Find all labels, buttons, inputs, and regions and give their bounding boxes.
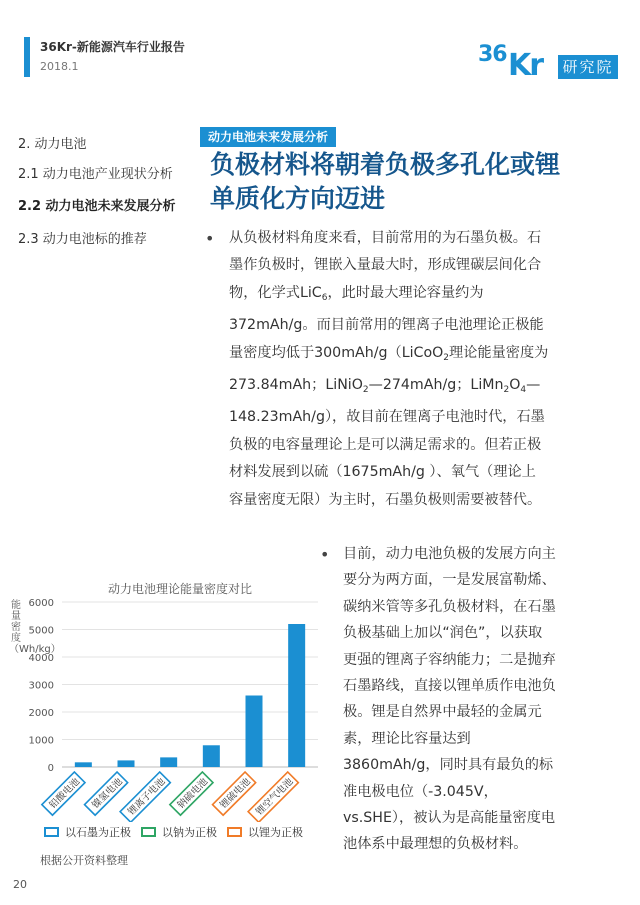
y-tick-label: 2000 xyxy=(28,708,54,719)
section-tag: 动力电池未来发展分析 xyxy=(200,127,336,147)
para2-line: 碳纳米管等多孔负极材料，在石墨 xyxy=(343,598,556,615)
y-tick-label: 5000 xyxy=(28,625,54,637)
legend-swatch xyxy=(44,827,59,837)
para2-line: 要分为两方面，一是发展富勒烯、 xyxy=(343,572,556,589)
para1-line: 372mAh/g。而目前常用的锂离子电池理论正极能 xyxy=(229,317,544,334)
legend-swatch xyxy=(227,827,242,837)
energy-density-bar-chart xyxy=(0,590,330,822)
y-tick-label: 6000 xyxy=(28,598,54,609)
bullet-2: • xyxy=(320,545,330,564)
bar xyxy=(160,757,177,767)
sidebar-item-recommendations[interactable]: 2.3 动力电池标的推荐 xyxy=(18,232,147,247)
category-label-text: 镍氢电池 xyxy=(90,776,125,811)
y-tick-label: 3000 xyxy=(28,680,54,692)
page-headline xyxy=(210,148,610,216)
y-tick-label: 1000 xyxy=(28,735,54,747)
page-number: 20 xyxy=(13,878,27,891)
report-date: 2018.1 xyxy=(40,60,79,73)
bar xyxy=(246,696,263,768)
para1-line: 物，化学式LiC$_6$，此时最大理论容量约为 xyxy=(229,284,484,303)
bar xyxy=(118,760,135,767)
para1-line: 273.84mAh；LiNiO$_2$—274mAh/g；$LiMn_2O_4—$ xyxy=(229,377,541,396)
category-label xyxy=(170,772,213,815)
para1-line: 材料发展到以硫（1675mAh/g ）、氧气（理论上 xyxy=(229,464,536,481)
para1-line: 容量密度无限）为主时，石墨负极则需要被替代。 xyxy=(229,491,542,508)
headline-line-1: 负极材料将朝着负极多孔化或锂 xyxy=(210,150,561,179)
bar xyxy=(288,624,305,767)
chart-source-note: 根据公开资料整理 xyxy=(40,854,128,867)
legend-label: 以石墨为正极 xyxy=(65,826,131,839)
para2-line: 准电极电位（-3.045V， xyxy=(343,783,498,800)
category-label xyxy=(42,772,85,815)
sidebar-item-future-development[interactable]: 2.2 动力电池未来发展分析 xyxy=(18,199,176,214)
chart-y-axis-label: 能量密度（Wh/kg） xyxy=(9,600,61,655)
para2-line: 极。锂是自然界中最轻的金属元 xyxy=(343,704,542,721)
sidebar-item-power-battery[interactable]: 2. 动力电池 xyxy=(18,137,87,152)
header-accent-bar xyxy=(24,37,30,77)
headline-line-2: 单质化方向迈进 xyxy=(210,184,386,213)
para1-line: 墨作负极时，锂嵌入量最大时，形成锂碳层间化合 xyxy=(229,257,542,274)
logo-prefix: 36 xyxy=(478,42,507,67)
category-label-text: 锂空气电池 xyxy=(254,776,296,818)
para2-line: 负极基础上加以“润色”，以获取 xyxy=(343,625,543,642)
logo-research-box: 研究院 xyxy=(558,55,618,79)
bar xyxy=(203,745,220,767)
category-label-text: 铅酸电池 xyxy=(47,776,83,811)
report-title: 36Kr-新能源汽车行业报告 xyxy=(40,40,185,54)
legend-label: 以钠为正极 xyxy=(162,826,217,839)
legend-swatch xyxy=(141,827,156,837)
y-tick-label: 4000 xyxy=(28,653,54,664)
sidebar-item-industry-status[interactable]: 2.1 动力电池产业现状分析 xyxy=(18,167,173,182)
paragraph-anode-directions xyxy=(343,541,633,858)
category-label xyxy=(213,772,256,815)
para1-line: 从负极材料角度来看，目前常用的为石墨负极。石 xyxy=(229,230,542,246)
para1-line: 负极的电容量理论上是可以满足需求的。但若正极 xyxy=(229,436,542,453)
category-label-text: 钠硫电池 xyxy=(175,776,211,811)
bullet-1: • xyxy=(205,229,215,248)
para2-line: 池体系中最理想的负极材料。 xyxy=(343,836,528,853)
para2-line: 3860mAh/g，同时具有最负的标 xyxy=(343,757,554,774)
y-tick-label: 0 xyxy=(47,763,54,774)
legend-item-sodium xyxy=(141,824,217,840)
legend-label: 以锂为正极 xyxy=(248,826,303,839)
logo-kr: Kr xyxy=(508,48,543,83)
para2-line: 素，理论比容量达到 xyxy=(343,730,471,747)
para1-line: 148.23mAh/g），故目前在锂离子电池时代，石墨 xyxy=(229,409,545,426)
legend-item-lithium xyxy=(227,824,303,840)
chart-legend xyxy=(44,824,313,840)
category-label xyxy=(120,772,170,822)
category-label-text: 锂硫电池 xyxy=(218,776,253,811)
category-label-text: 锂离子电池 xyxy=(126,776,168,818)
para2-line: 石墨路线，直接以锂单质作电池负 xyxy=(343,678,556,695)
legend-item-graphite xyxy=(44,824,131,840)
category-label xyxy=(248,772,298,822)
bar xyxy=(75,762,92,767)
category-label xyxy=(85,772,128,815)
para2-line: 更强的锂离子容纳能力；二是抛弃 xyxy=(343,651,556,668)
chart-title: 动力电池理论能量密度对比 xyxy=(107,582,252,596)
paragraph-anode-materials xyxy=(229,225,629,514)
para1-line: 量密度均低于300mAh/g（LiCoO$_2$理论能量密度为 xyxy=(229,344,549,363)
para2-line: vs.SHE），被认为是高能量密度电 xyxy=(343,810,556,827)
para2-line: 目前，动力电池负极的发展方向主 xyxy=(343,546,556,562)
36kr-logo xyxy=(478,42,628,82)
